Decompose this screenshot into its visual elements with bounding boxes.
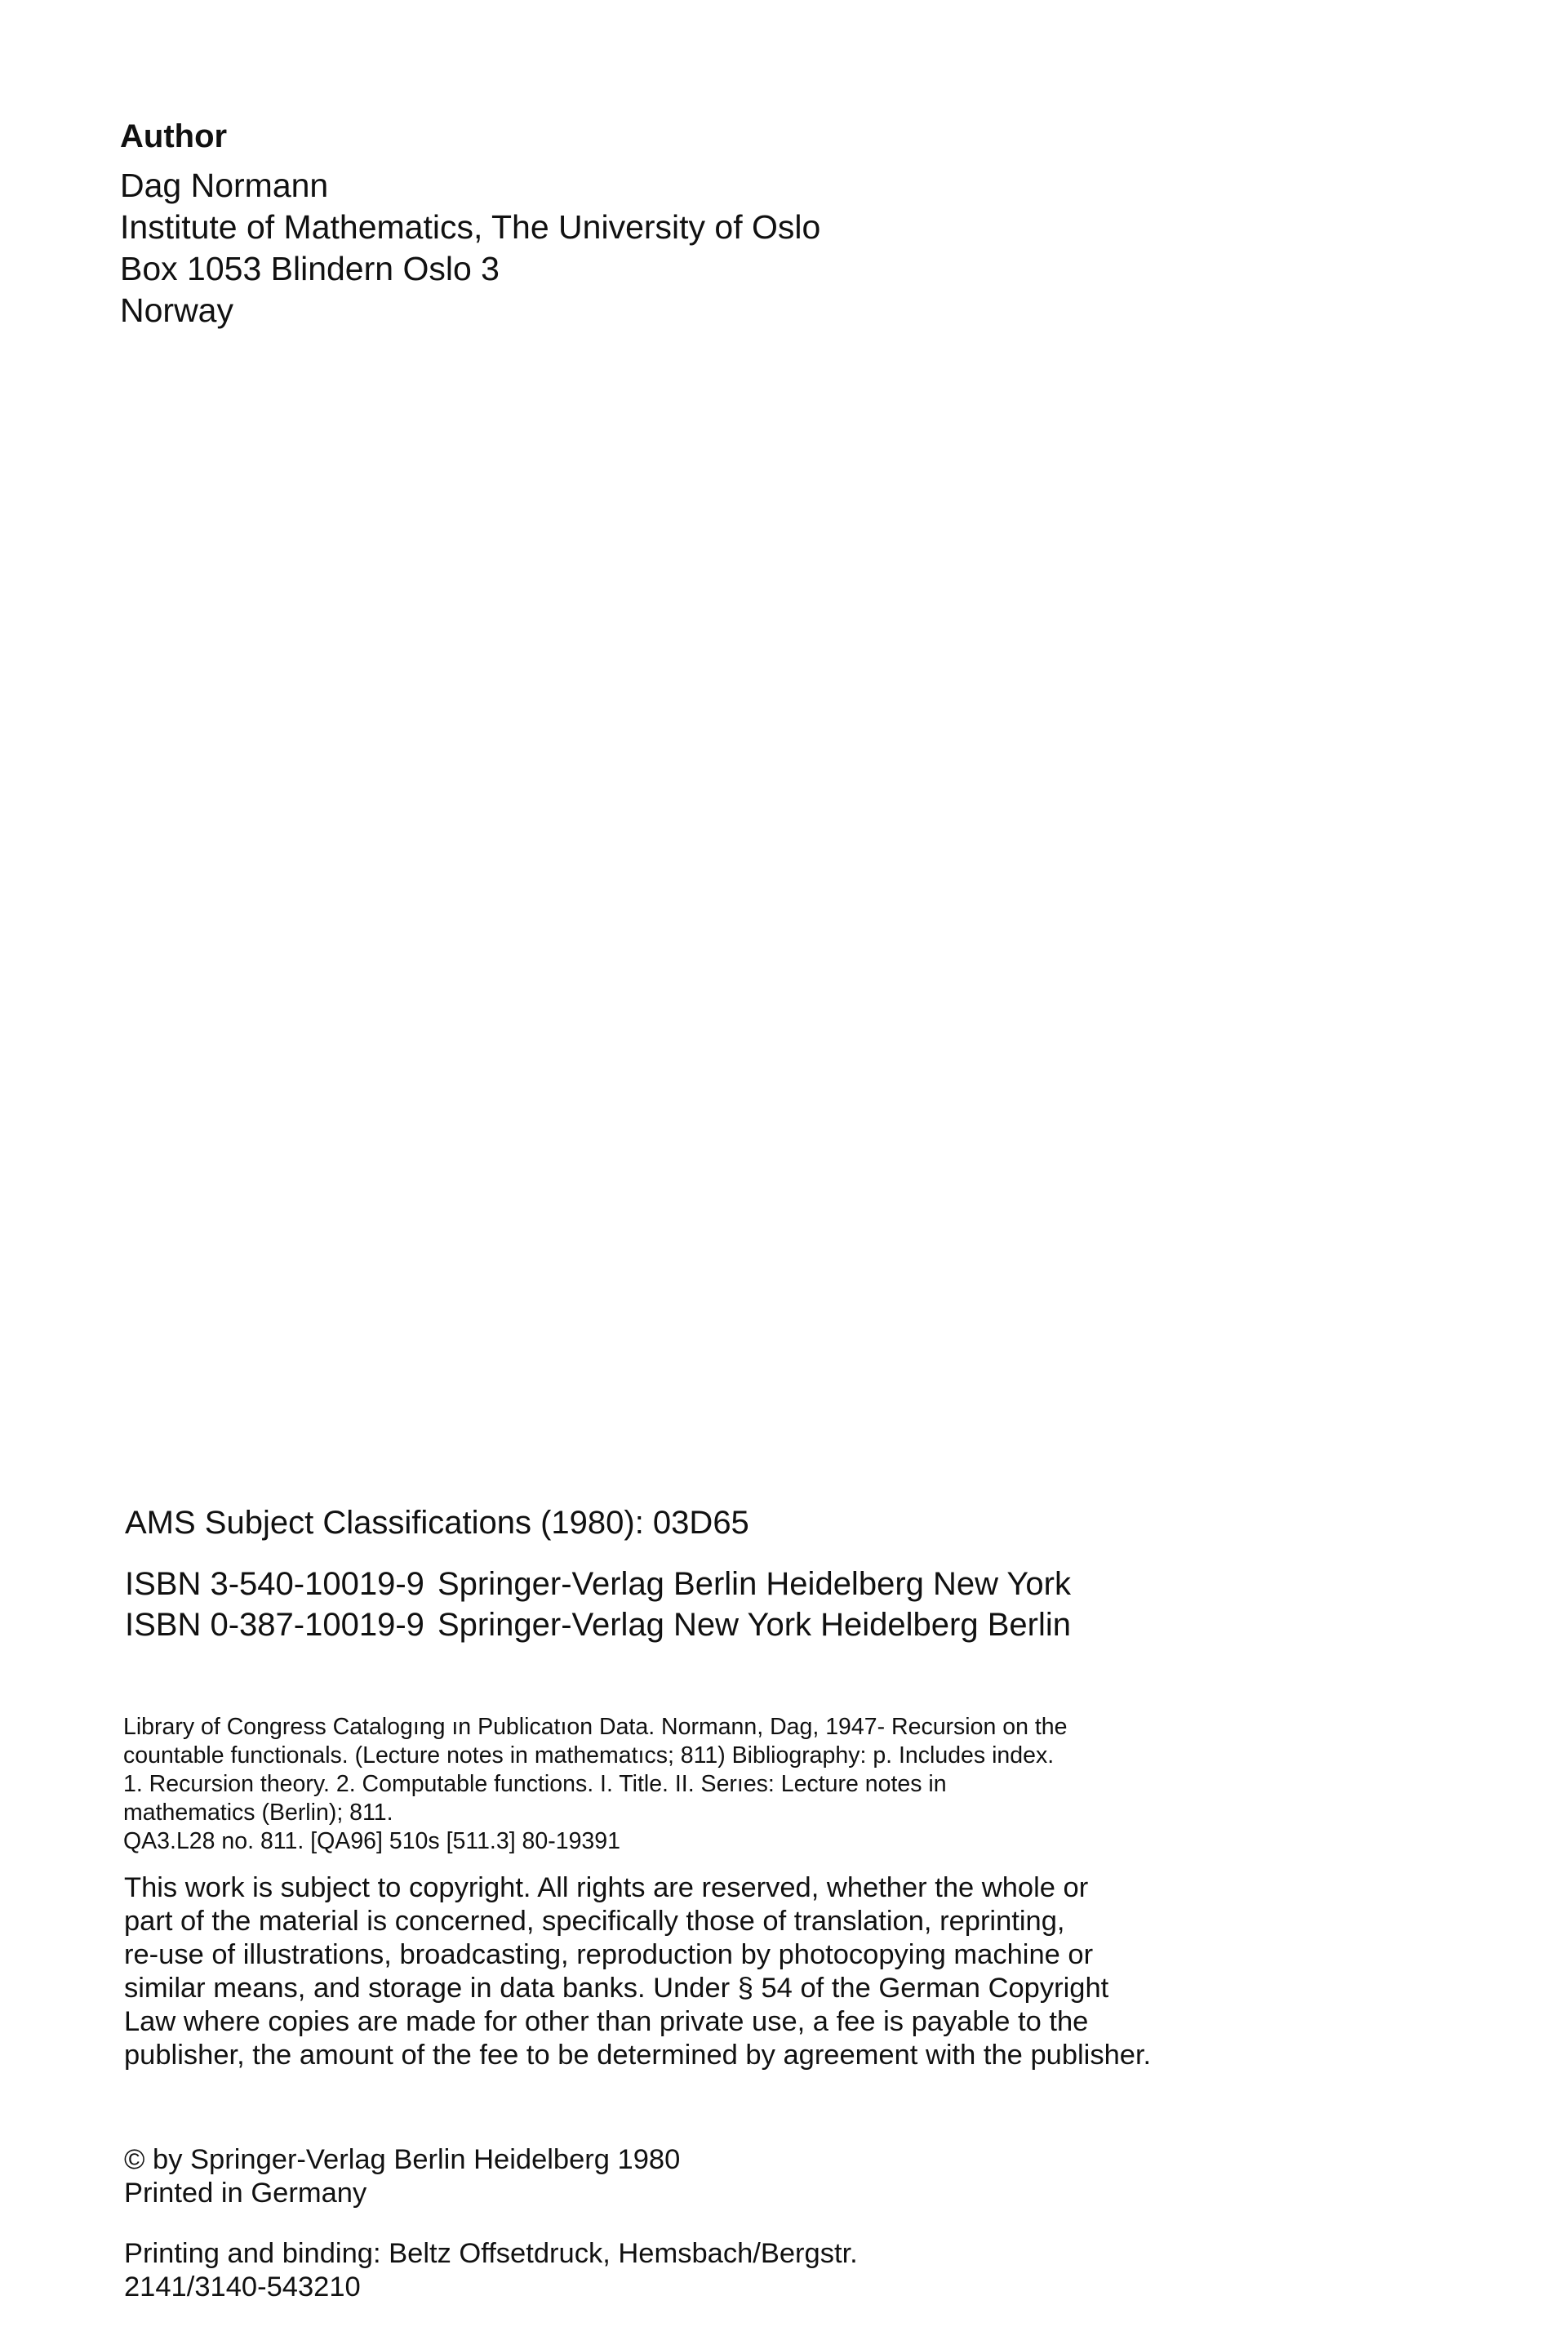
printed-in: Printed in Germany	[124, 2178, 367, 2209]
copyright-notice	[124, 1871, 1218, 2072]
cip-line: countable functionals. (Lecture notes in mathematıcs; 811) Bibliography: p. Includes index.	[123, 1742, 1055, 1769]
author-name: Dag Normann	[120, 167, 329, 204]
cip-line: Library of Congress Catalogıng ın Publicatıon Data. Normann, Dag, 1947- Recursion on the	[123, 1714, 1068, 1740]
author-address: Box 1053 Blindern Oslo 3	[120, 250, 500, 287]
publisher-block	[124, 2143, 680, 2210]
author-block	[120, 116, 1099, 331]
copyright-line: re-use of illustrations, broadcasting, reproduction by photocopying machine or	[124, 1939, 1094, 1970]
cip-data	[123, 1713, 1184, 1856]
copyright-line: publisher, the amount of the fee to be determined by agreement with the publisher.	[124, 2040, 1152, 2071]
isbn-number: ISBN 0-387-10019-9	[125, 1607, 424, 1643]
cip-line: mathematics (Berlin); 811.	[123, 1800, 393, 1826]
copyright-line: This work is subject to copyright. All rights are reserved, whether the whole or	[124, 1872, 1089, 1903]
publisher-copyright: © by Springer-Verlag Berlin Heidelberg 1980	[124, 2144, 681, 2175]
copyright-line: part of the material is concerned, specifically those of translation, reprinting,	[124, 1906, 1065, 1937]
copyright-line: similar means, and storage in data banks. Under § 54 of the German Copyright	[124, 1973, 1109, 2004]
cip-line: QA3.L28 no. 811. [QA96] 510s [511.3] 80-19391	[123, 1828, 620, 1854]
copyright-line: Law where copies are made for other than private use, a fee is payable to the	[124, 2006, 1089, 2037]
isbn-block	[125, 1564, 1071, 1645]
isbn-row	[125, 1604, 1071, 1645]
author-institute: Institute of Mathematics, The University of Oslo	[120, 208, 821, 246]
printing-code: 2141/3140-543210	[124, 2271, 361, 2303]
author-country: Norway	[120, 291, 233, 329]
cip-line: 1. Recursion theory. 2. Computable functions. I. Title. II. Serıes: Lecture notes in	[123, 1771, 947, 1797]
isbn-publisher: Springer-Verlag Berlin Heidelberg New York	[438, 1566, 1071, 1602]
copyright-paragraph	[124, 1871, 1218, 2072]
author-heading: Author	[120, 118, 228, 154]
isbn-publisher: Springer-Verlag New York Heidelberg Berlin	[438, 1607, 1071, 1643]
printing-binding: Printing and binding: Beltz Offsetdruck, Hemsbach/Bergstr.	[124, 2238, 858, 2269]
printing-block	[124, 2237, 858, 2304]
isbn-row	[125, 1564, 1071, 1604]
ams-classification: AMS Subject Classifications (1980): 03D65	[125, 1505, 749, 1541]
isbn-number: ISBN 3-540-10019-9	[125, 1566, 424, 1602]
